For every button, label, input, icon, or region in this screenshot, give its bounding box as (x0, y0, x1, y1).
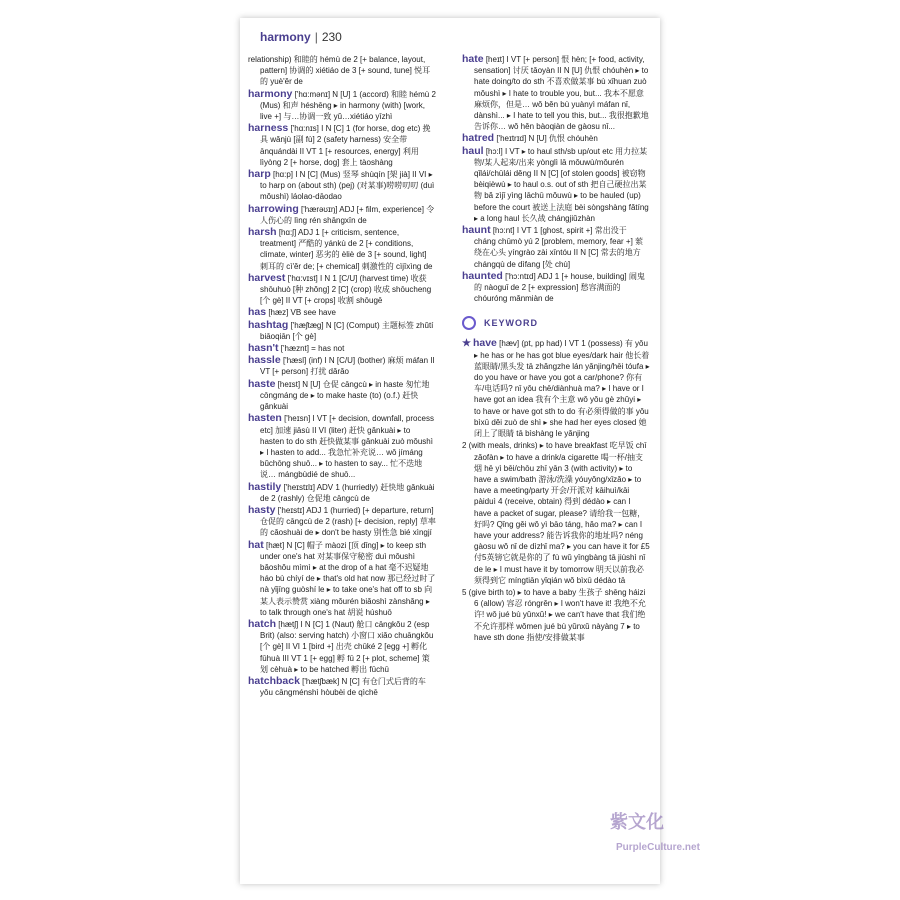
entry-headword: haunted (462, 269, 503, 282)
entry-headword: hasn't (248, 342, 279, 355)
running-header (260, 30, 342, 44)
dictionary-entry: haul [hɔ:l] I VT ▸ to haul sth/sb up/out etc 用力拉某物/某人起来/出来 yònglì lā mǒuwù/mǒurén qǐlái/chūlái děng II N [C] [of stolen goods] 被窃物 bèiqièwù ▸ to haul o.s. out of sth 把自己硬拉出某物 bǎ zìjǐ yìng lāchū mǒuwù ▸ to be hauled (up) before the court 被送上法庭 bèi sòngshàng fǎtíng ▸ a long haul 长久战 chángjiǔzhàn (462, 144, 649, 223)
dictionary-entry: hasten ['heɪsn] I VT [+ decision, downfall, process etc] 加速 jiāsù II VI (liter) 赶快 gǎnkuài ▸ to hasten to do sth 赶快做某事 gǎnkuài zuò mǒushì ▸ I hasten to add... 我急忙补充说… wǒ jímáng bǔchōng shuō... ▸ to hasten to say... 忙不迭地说… mángbùdié de shuō... (248, 412, 434, 480)
dictionary-entry: harsh [hɑ:ʃ] ADJ 1 [+ criticism, sentence, treatment] 严酷的 yánkù de 2 [+ conditions, climate, winter] 恶劣的 èliè de 3 [+ sound, light] 刺耳的 cì'ěr de; [+ chemical] 刺激性的 cìjīxìng de (248, 226, 433, 271)
entry-headword: harp (248, 168, 271, 181)
dictionary-entry: ★ have [hæv] (pt, pp had) I VT 1 (possess) 有 yǒu ▸ he has or he has got blue eyes/dark hair 他长着蓝眼睛/黑头发 tā zhǎngzhe lán yǎnjing/hēi tóufa ▸ do you have or have you got a car/phone? 你有车/电话吗? nǐ yǒu chē/diànhuà ma? ▸ I have or I have got an idea 我有个主意 wǒ yǒu gè zhǔyi ▸ to have or have got sth to do 有必须得做的事 yǒu bìxū děi zuò de shì ▸ she had her eyes closed 她闭上了眼睛 tā bìshàng le yǎnjing (462, 337, 650, 439)
dictionary-entry: has [hæz] VB see have (248, 306, 336, 319)
entry-headword: has (248, 306, 267, 319)
keyword-ring-icon (462, 316, 476, 330)
dictionary-entry: harmony ['hɑ:mənɪ] N [U] 1 (accord) 和睦 hémù 2 (Mus) 和声 héshēng ▸ in harmony (with) [work, live +] 与…协调一致 yǔ…xiétiáo yīzhì (248, 87, 436, 122)
dictionary-entry: hassle ['hæsl] (inf) I N [C/U] (bother) 麻烦 máfan II VT [+ person] 打扰 dǎrǎo (248, 354, 435, 377)
entry-headword: harsh (248, 226, 277, 239)
dictionary-entry: 2 (with meals, drinks) ▸ to have breakfast 吃早饭 chī zǎofàn ▸ to have a drink/a cigarette 喝一杯/抽支烟 hē yì bēi/chōu zhī yān 3 (with activity) ▸ to have a swim/bath 游泳/洗澡 yóuyǒng/xǐzǎo ▸ to have a meeting/party 开会/开派对 kāihuì/kāi pàiduì 4 (receive, obtain) 得到 dédào ▸ can I have a packet of sugar, please? 请给我一包糖，好吗? Qǐng gěi wǒ yì bāo táng, hǎo ma? ▸ can I have your address? 能告诉我你的地址吗? néng gàosu wǒ nǐ de dìzhǐ ma? ▸ you can have it for £5 付5英镑它就是你的了 fù wǔ yīngbàng tā jiùshì nǐ de le ▸ I must have it by tomorrow 明天以前我必须得到它 míngtiān yǐqián wǒ bìxū dédào tā (462, 441, 650, 585)
keyword-box (462, 316, 650, 330)
entry-headword: hat (248, 538, 264, 551)
left-column (248, 54, 436, 699)
entry-headword: hatch (248, 617, 277, 630)
dictionary-entry: haste [heɪst] N [U] 仓促 cāngcù ▸ in haste 匆忙地 cōngmáng de ▸ to make haste (to) (o.f.) 赶快 gǎnkuài (248, 377, 430, 412)
entry-headword: hassle (248, 354, 281, 367)
dictionary-entry: hashtag ['hæʃtæg] N [C] (Comput) 主题标签 zhǔtí biāoqiān [个 gè] (248, 318, 434, 341)
dictionary-entry: hatchback ['hætʃbæk] N [C] 有仓门式后背的车 yǒu cāngménshì hòubèi de qìchē (248, 674, 426, 698)
entry-headword: hate (462, 53, 484, 65)
dictionary-entry: haunt [hɔ:nt] I VT 1 [ghost, spirit +] 常出没于 cháng chūmò yú 2 [problem, memory, fear +] 萦绕在心头 yíngrào zài xīntóu II N [C] 常去的地方 chángqù de dìfang [处 chù] (462, 224, 644, 269)
entry-headword: hasty (248, 503, 276, 516)
entry-headword: have (472, 337, 497, 350)
header-separator: | (314, 30, 318, 44)
entry-headword: haste (248, 377, 276, 390)
star-icon: ★ (462, 338, 471, 350)
entry-headword: hashtag (248, 318, 289, 331)
header-headword: harmony (260, 30, 311, 44)
entry-headword: hasten (248, 412, 282, 425)
page-number: 230 (321, 30, 342, 44)
dictionary-entry: hat [hæt] N [C] 帽子 màozi [顶 dǐng] ▸ to keep sth under one's hat 对某事保守秘密 duì mǒushì bǎoshǒu mìmì ▸ at the drop of a hat 毫不迟疑地 háo bù chíyí de ▸ that's old hat now 那已经过时了 nà yǐjīng guòshí le ▸ to take one's hat off to sb 向某人表示赞赏 xiàng mǒurén biǎoshì zànshǎng ▸ to talk through one's hat 胡说 húshuō (248, 538, 436, 617)
entry-headword: haunt (462, 224, 491, 237)
entry-headword: haul (462, 144, 484, 157)
dictionary-entry: hatred ['heɪtrɪd] N [U] 仇恨 chóuhèn (462, 132, 598, 145)
dictionary-entry: hastily ['heɪstɪlɪ] ADV 1 (hurriedly) 赶快地 gǎnkuài de 2 (rashly) 仓促地 cāngcù de (248, 480, 435, 503)
dictionary-entry: harvest ['hɑ:vɪst] I N 1 [C/U] (harvest time) 收获 shōuhuò [种 zhǒng] 2 [C] (crop) 收成 shōucheng [个 gè] II VT [+ crops] 收割 shōugē (248, 271, 432, 306)
entry-headword: harrowing (248, 202, 299, 215)
entry-headword: harmony (248, 87, 293, 100)
watermark-logo: 紫文化PurpleCulture.net (610, 812, 700, 853)
entry-headword: harness (248, 122, 289, 135)
entry-headword: hatchback (248, 674, 300, 687)
entry-headword: hatred (462, 132, 495, 145)
entry-headword: hastily (248, 480, 282, 493)
dictionary-entry: harness ['hɑ:nɪs] I N [C] 1 (for horse, dog etc) 挽具 wǎnjù [副 fù] 2 (safety harness) 安全带 ānquándài II VT 1 [+ resources, energy] 利用 lìyòng 2 [+ horse, dog] 套上 tàoshàng (248, 122, 431, 167)
entry-headword: harvest (248, 271, 286, 284)
right-column (462, 54, 650, 644)
dictionary-entry: haunted ['hɔ:ntɪd] ADJ 1 [+ house, building] 闹鬼的 nàoguǐ de 2 [+ expression] 愁容满面的 chóuróng mǎnmiàn de (462, 269, 645, 304)
dictionary-entry: hatch [hætʃ] I N [C] 1 (Naut) 舱口 cāngkǒu 2 (esp Brit) (also: serving hatch) 小窗口 xiǎo chuāngkǒu [个 gè] II VI 1 [bird +] 出壳 chūké 2 [egg +] 孵化 fūhuà III VT 1 [+ egg] 孵 fū 2 [+ plot, scheme] 策划 cèhuà ▸ to be hatched 孵出 fūchū (248, 617, 434, 674)
dictionary-entry: hasn't ['hæznt] = has not (248, 342, 345, 355)
dictionary-entry: 5 (give birth to) ▸ to have a baby 生孩子 shēng háizi 6 (allow) 容忍 róngrěn ▸ I won't have it! 我绝不允许! wǒ jué bù yǔnxǔ! ▸ we can't have that 我们绝不允许那样 wǒmen jué bù yǔnxǔ nàyàng 7 ▸ to have sth done 指使/安排做某事 (462, 587, 646, 642)
dictionary-page (240, 18, 700, 884)
dictionary-entry: hate [heɪt] I VT [+ person] 恨 hèn; [+ food, activity, sensation] 讨厌 tǎoyàn II N [U] 仇恨 chóuhèn ▸ to hate doing/to do sth 不喜欢做某事 bù xǐhuan zuò mǒushì ▸ I hate to trouble you, but... 我本不愿意麻烦你，但是… wǒ běn bù yuànyì máfan nǐ, dànshì... ▸ I hate to tell you this, but... 我很抱歉地告诉你… wǒ hěn bàoqiàn de gàosu nǐ... (462, 53, 649, 132)
dictionary-entry: harp [hɑ:p] I N [C] (Mus) 竖琴 shùqín [架 jià] II VI ▸ to harp on (about sth) (pej) (对某事)唠唠叨叨 (duì mǒushì) láolao-dāodao (248, 168, 435, 202)
keyword-label: KEYWORD (484, 317, 538, 328)
dictionary-entry: relationship) 和睦的 hémù de 2 [+ balance, layout, pattern] 协调的 xiétiáo de 3 [+ sound, tune] 悦耳的 yuè'ěr de (248, 55, 431, 87)
dictionary-entry: hasty ['heɪstɪ] ADJ 1 (hurried) [+ departure, return] 仓促的 cāngcù de 2 (rash) [+ decision, reply] 草率的 cǎoshuài de ▸ don't be hasty 别性急 bié xìngjí (248, 503, 436, 538)
dictionary-entry: harrowing ['hærəʊɪŋ] ADJ [+ film, experience] 令人伤心的 lìng rén shāngxīn de (248, 202, 435, 225)
